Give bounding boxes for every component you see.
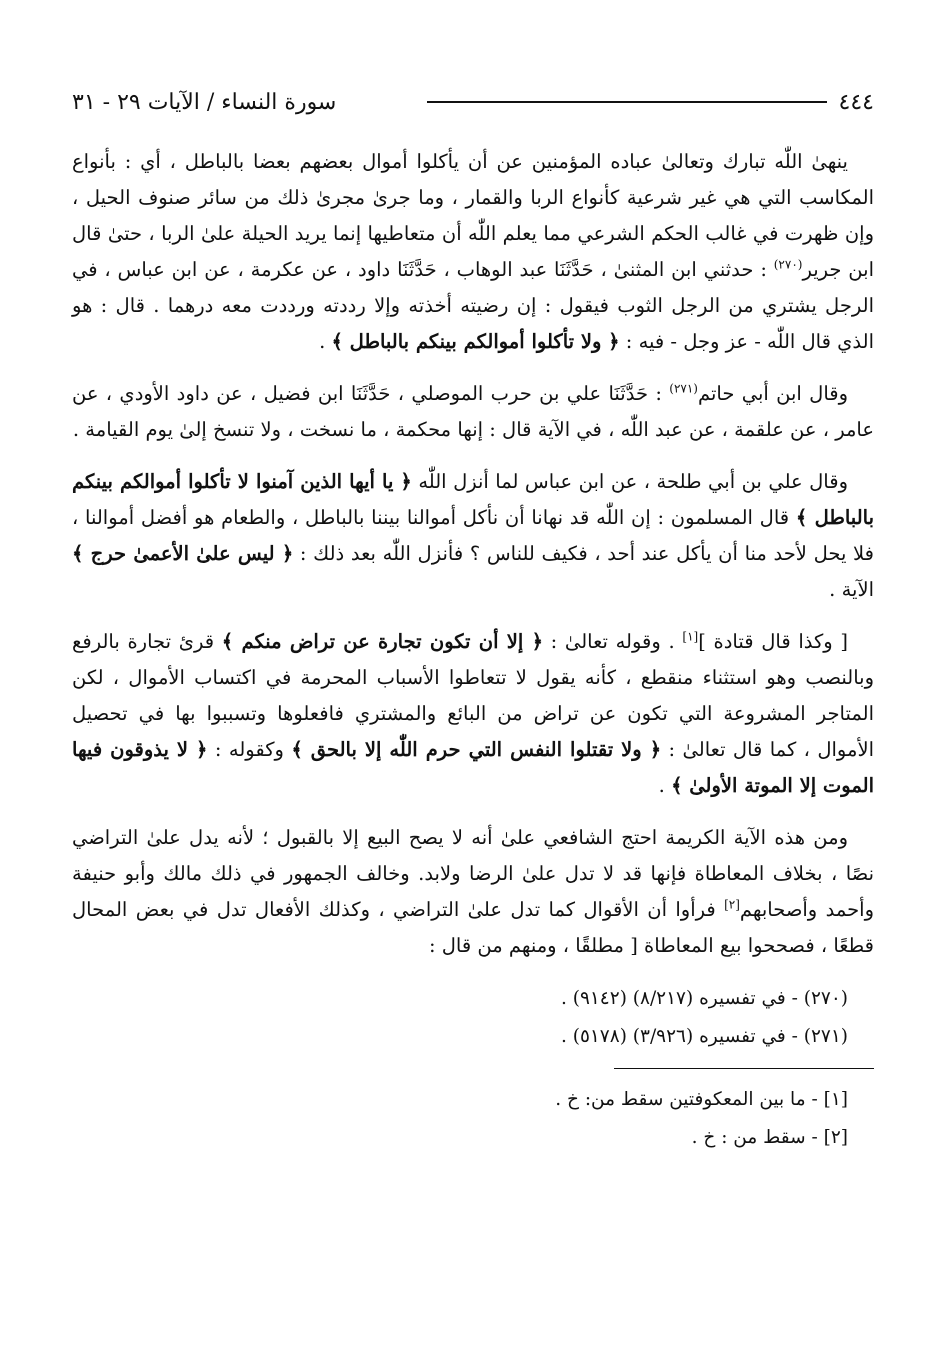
editor-note-ref: [٢] — [724, 897, 740, 912]
editor-notes — [72, 1081, 874, 1157]
quran-verse: ﴿ لا يذوقون فيها الموت إلا الموتة الأولىٰ ﴾ — [72, 738, 874, 797]
text: . — [319, 330, 332, 353]
text: : حَدَّثَنَا علي بن حرب الموصلي ، حَدَّثَنَا ابن فضيل ، عن داود الأودي ، عن عامر ، عن علقمة ، عن عبد اللّٰه ، في الآية قال : إنها محكمة ، ما نسخت ، ولا تنسخ إلىٰ يوم القيامة . — [72, 382, 874, 441]
paragraph-4 — [72, 624, 874, 804]
editor-note-2: [٢] - سقط من : خ . — [691, 1127, 848, 1148]
editor-note-ref: [١] — [682, 629, 699, 644]
text: قال المسلمون : إن اللّٰه قد نهانا أن نأكل أموالنا بيننا بالباطل ، والطعام هو أفضل أموالنا ، فلا يحل لأحد منا أن يأكل عند أحد ، فكيف للناس ؟ فأنزل اللّٰه بعد ذلك : — [72, 506, 874, 565]
paragraph-1 — [72, 144, 874, 360]
text: ينهىٰ اللّٰه تبارك وتعالىٰ عباده المؤمنين عن أن يأكلوا أموال بعضهم بعضا بالباطل ، أي : بأنواع المكاسب التي هي غير شرعية كأنواع الربا والقمار ، وما جرىٰ مجرىٰ ذلك من سائر صنوف الحيل ، وإن ظهرت في غالب الحكم الشرعي مما يعلم اللّٰه أن متعاطيها إنما يريد الحيلة علىٰ الربا ، حتىٰ قال ابن جرير — [72, 150, 874, 281]
text: فرأوا أن الأقوال كما تدل علىٰ التراضي ، وكذلك الأفعال تدل في بعض المحال قطعًا ، فصححوا بيع المعاطاة [ مطلقًا ، ومنهم من قال : — [72, 898, 874, 957]
quran-verse: ﴿ إلا أن تكون تجارة عن تراض منكم ﴾ — [221, 630, 543, 653]
text: : حدثني ابن المثنىٰ ، حَدَّثَنَا عبد الوهاب ، حَدَّثَنَا داود ، عن عكرمة ، عن ابن عباس ، في الرجل يشتري من الرجل الثوب فيقول : إن رضيته أخذته وإلا رددته ورددت معه درهما . قال : هو الذي قال اللّٰه - عز وجل - فيه : — [72, 258, 874, 353]
footnotes — [72, 980, 874, 1056]
paragraph-2 — [72, 376, 874, 448]
editor-note-1: [١] - ما بين المعكوفتين سقط من: خ . — [555, 1089, 848, 1110]
quran-verse: ﴿ يا أيها الذين آمنوا لا تأكلوا أموالكم بينكم بالباطل ﴾ — [72, 470, 875, 529]
quran-verse: ﴿ ليس علىٰ الأعمىٰ حرج ﴾ — [72, 542, 294, 565]
text: . وقوله تعالىٰ : — [543, 630, 683, 653]
footnote-ref: (٢٧١) — [669, 381, 698, 396]
main-text — [72, 144, 874, 964]
quran-verse: ﴿ ولا تأكلوا أموالكم بينكم بالباطل ﴾ — [331, 330, 620, 353]
text: قرئ تجارة بالرفع وبالنصب وهو استثناء منقطع ، كأنه يقول لا تتعاطوا الأسباب المحرمة في اكتساب الأموال ، لكن المتاجر المشروعة التي تكون عن تراض من البائع والمشتري فافعلوها وتسببوا بها في تحصيل الأموال ، كما قال تعالىٰ : — [72, 630, 874, 761]
text: وقال علي بن أبي طلحة ، عن ابن عباس لما أنزل اللّٰه — [411, 470, 848, 493]
footnote-ref: (٢٧٠) — [773, 257, 803, 272]
text: وكقوله : — [207, 738, 292, 761]
footnote-270: (٢٧٠) - في تفسيره (٨/٢١٧) (٩١٤٢) . — [560, 988, 848, 1009]
text: وقال ابن أبي حاتم — [697, 382, 848, 405]
footnote-271: (٢٧١) - في تفسيره (٣/٩٢٦) (٥١٧٨) . — [560, 1026, 848, 1047]
quran-verse: ﴿ ولا تقتلوا النفس التي حرم اللّٰه إلا بالحق ﴾ — [291, 738, 662, 761]
text: ومن هذه الآية الكريمة احتج الشافعي علىٰ أنه لا يصح البيع إلا بالقبول ؛ لأنه يدل علىٰ التراضي نصًا ، بخلاف المعاطاة فإنها قد لا تدل علىٰ الرضا ولابد. وخالف الجمهور في ذلك مالك وأبو حنيفة وأحمد وأصحابهم — [72, 826, 874, 921]
paragraph-5 — [72, 820, 874, 964]
text: [ وكذا قال قتادة ] — [698, 630, 848, 653]
text: . — [658, 774, 672, 797]
page-header — [72, 82, 874, 122]
text: الآية . — [829, 578, 874, 601]
footnote-separator — [614, 1068, 874, 1069]
running-title: سورة النساء / الآيات ٢٩ - ٣١ — [72, 89, 337, 115]
header-rule — [427, 101, 827, 103]
page-number: ٤٤٤ — [838, 89, 874, 115]
paragraph-3 — [72, 464, 874, 608]
